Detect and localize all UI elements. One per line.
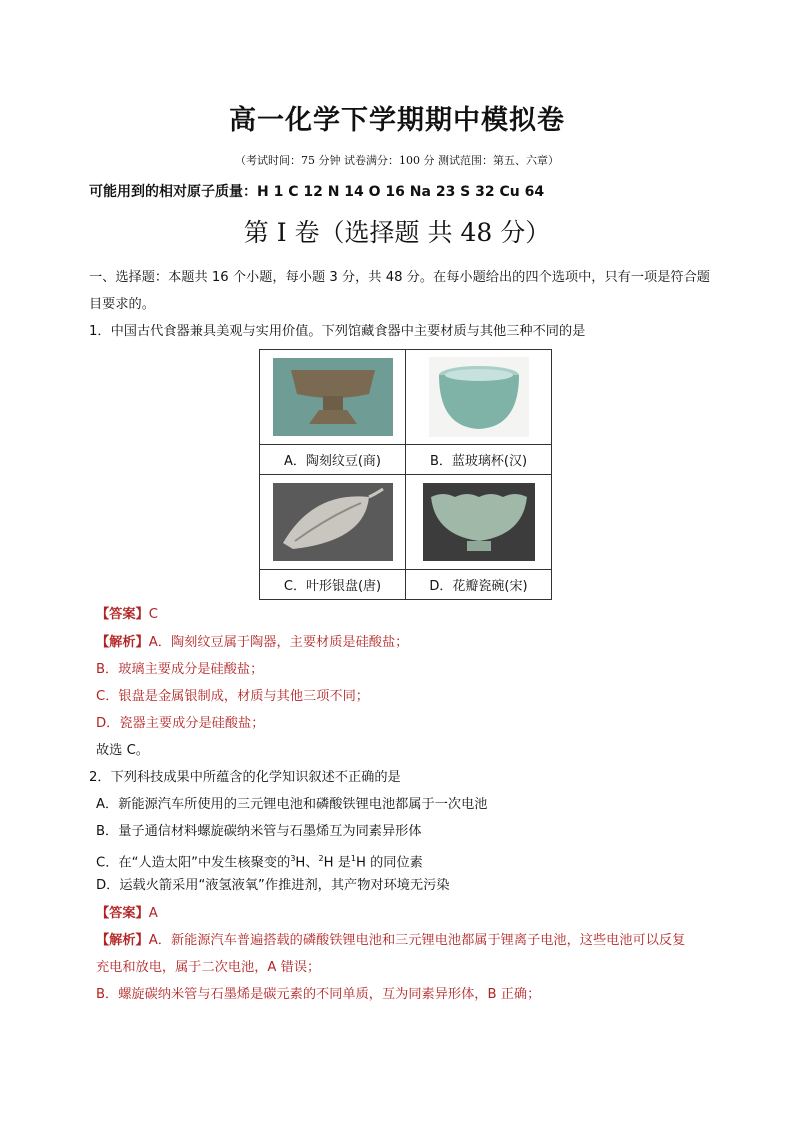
q1-option-d-image-cell bbox=[406, 475, 552, 570]
q1-options-table bbox=[259, 349, 552, 600]
pottery-dou-icon bbox=[273, 358, 393, 436]
q2-option-d: D．运载火箭采用“液氢液氧”作推进剂，其产物对环境无污染 bbox=[96, 878, 450, 893]
q2-answer bbox=[96, 904, 158, 924]
q1-option-a-image-cell bbox=[260, 350, 406, 445]
answer-value: C bbox=[148, 607, 158, 622]
answer-value: A bbox=[148, 906, 158, 921]
q1-option-d: D．花瓣瓷碗(宋) bbox=[406, 570, 552, 600]
q2-stem: 2．下列科技成果中所蕴含的化学知识叙述不正确的是 bbox=[89, 770, 401, 785]
q2-option-c: C．在“人造太阳”中发生核聚变的$^3$H、$^2$H 是$^1$H 的同位素 bbox=[96, 854, 423, 871]
q2-analysis-line3: B．螺旋碳纳米管与石墨烯是碳元素的不同单质，互为同素异形体，B 正确； bbox=[96, 987, 541, 1002]
section-intro-line2: 目要求的。 bbox=[89, 297, 155, 312]
q2-option-b: B．量子通信材料螺旋碳纳米管与石墨烯互为同素异形体 bbox=[96, 824, 422, 839]
q1-option-b-image-cell bbox=[406, 350, 552, 445]
analysis-text: A．陶刻纹豆属于陶器，主要材质是硅酸盐； bbox=[148, 635, 409, 650]
q1-option-c-image-cell bbox=[260, 475, 406, 570]
answer-tag: 【答案】 bbox=[96, 607, 149, 622]
glass-cup-icon bbox=[429, 357, 529, 437]
analysis-text: A．新能源汽车普遍搭载的磷酸铁锂电池和三元锂电池都属于锂离子电池，这些电池可以反复 bbox=[148, 933, 686, 948]
q1-option-b: B．蓝玻璃杯(汉) bbox=[406, 445, 552, 475]
q2-option-a: A．新能源汽车所使用的三元锂电池和磷酸铁锂电池都属于一次电池 bbox=[96, 797, 488, 812]
analysis-tag: 【解析】 bbox=[96, 635, 149, 650]
q1-analysis-c: C．银盘是金属银制成，材质与其他三项不同； bbox=[96, 689, 369, 704]
answer-tag: 【答案】 bbox=[96, 906, 149, 921]
q1-answer bbox=[96, 605, 158, 625]
q1-analysis-a bbox=[96, 633, 408, 653]
exam-info: （考试时间：75 分钟 试卷满分：100 分 测试范围：第五、六章） bbox=[235, 154, 559, 167]
q1-option-a: A．陶刻纹豆(商) bbox=[260, 445, 406, 475]
analysis-tag: 【解析】 bbox=[96, 933, 149, 948]
q2-analysis-line2: 充电和放电，属于二次电池，A 错误； bbox=[96, 960, 321, 975]
q1-stem: 1．中国古代食器兼具美观与实用价值。下列馆藏食器中主要材质与其他三种不同的是 bbox=[89, 324, 586, 339]
section-title: 第 I 卷（选择题 共 48 分） bbox=[243, 218, 551, 247]
silver-plate-icon bbox=[273, 483, 393, 561]
atomic-masses: 可能用到的相对原子质量：H 1 C 12 N 14 O 16 Na 23 S 32 Cu 64 bbox=[89, 184, 545, 200]
porcelain-bowl-icon bbox=[423, 483, 535, 561]
q1-analysis-d: D．瓷器主要成分是硅酸盐； bbox=[96, 716, 265, 731]
q1-analysis-b: B．玻璃主要成分是硅酸盐； bbox=[96, 662, 264, 677]
q2-analysis-line1 bbox=[96, 931, 685, 951]
section-intro-line1: 一、选择题：本题共 16 个小题，每小题 3 分，共 48 分。在每小题给出的四个选项中，只有一项是符合题 bbox=[89, 270, 710, 285]
q1-conclusion: 故选 C。 bbox=[96, 743, 149, 758]
q1-option-c: C．叶形银盘(唐) bbox=[260, 570, 406, 600]
page-title: 高一化学下学期期中模拟卷 bbox=[229, 105, 565, 136]
